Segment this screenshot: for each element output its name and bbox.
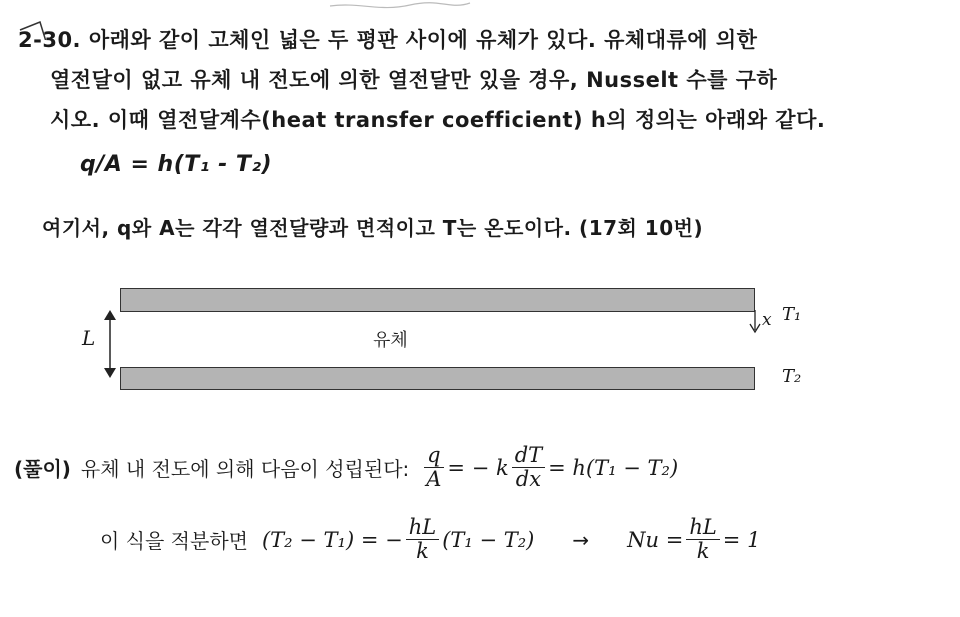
fraction-numerator: dT — [512, 444, 545, 468]
solution-line-1 — [14, 444, 678, 491]
nusselt-lhs: Nu = — [627, 527, 684, 552]
fraction-numerator: q — [424, 444, 443, 468]
problem-line-3: 시오. 이때 열전달계수(heat transfer coefficient) h의 정의는 아래와 같다. — [50, 108, 826, 132]
definition-equation: q/A = h(T₁ - T₂) — [80, 152, 273, 177]
problem-line-1 — [18, 24, 757, 54]
solution-line-2 — [100, 516, 760, 563]
fraction-numerator: hL — [406, 516, 439, 540]
gap-label: L — [82, 326, 96, 350]
dt-dx-fraction — [512, 444, 545, 491]
x-axis-arrow — [748, 308, 762, 334]
fraction-denominator: A — [426, 467, 442, 492]
fraction-numerator: hL — [686, 516, 719, 540]
solution-intro: 유체 내 전도에 의해 다음이 성립된다: — [80, 457, 410, 482]
integrate-text: 이 식을 적분하면 — [100, 529, 248, 554]
solution-tag: (풀이) — [14, 457, 71, 482]
eq1-middle: = − k — [447, 455, 509, 480]
fraction-denominator: k — [416, 539, 429, 564]
problem-text-1: 아래와 같이 고체인 넓은 두 평판 사이에 유체가 있다. 유체대류에 의한 — [88, 28, 758, 52]
problem-number: 2-30. — [18, 28, 82, 52]
top-plate — [120, 288, 755, 312]
x-label: x — [762, 310, 772, 330]
fraction-denominator: k — [696, 539, 710, 564]
fraction-denominator: dx — [515, 467, 542, 492]
hl-over-k-fraction — [406, 516, 439, 563]
eq2-rhs: (T₁ − T₂) — [442, 527, 535, 552]
arrow-symbol: → — [572, 527, 590, 552]
gap-arrow — [100, 308, 120, 380]
fluid-label: 유체 — [373, 330, 408, 351]
q-over-a-fraction — [423, 444, 444, 491]
problem-where: 여기서, q와 A는 각각 열전달량과 면적이고 T는 온도이다. (17회 10번) — [42, 216, 704, 240]
eq2-lhs: (T₂ − T₁) = − — [261, 527, 403, 552]
nusselt-fraction — [686, 516, 719, 563]
problem-line-2: 열전달이 없고 유체 내 전도에 의한 열전달만 있을 경우, Nusselt 수를 구하 — [50, 68, 778, 92]
top-temperature: T₁ — [782, 304, 802, 325]
bottom-temperature: T₂ — [782, 366, 802, 387]
eq1-rhs: = h(T₁ − T₂) — [548, 455, 679, 480]
nusselt-rhs: = 1 — [722, 527, 761, 552]
bottom-plate — [120, 367, 755, 390]
